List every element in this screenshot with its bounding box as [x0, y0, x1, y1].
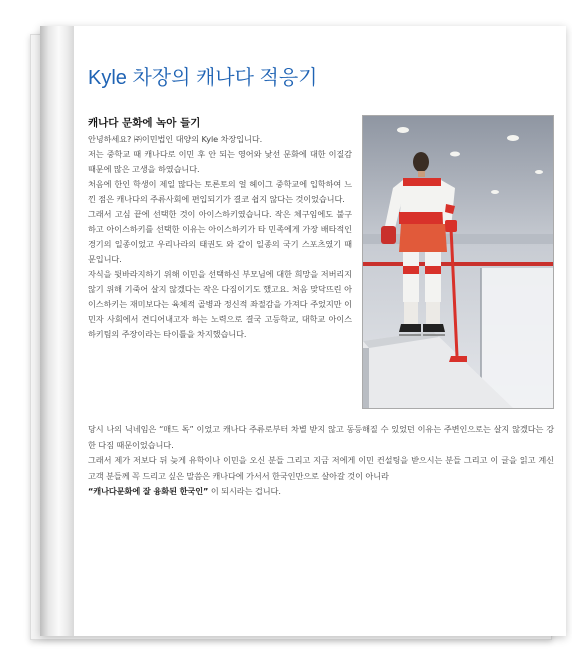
paragraph-school: 처음에 한인 학생이 제일 많다는 토론토의 얼 헤이그 중학교에 입학하여 느낀 점은 캐나다의 주류사회에 편입되기가 결코 쉽지 않다는 것이었습니다.: [88, 179, 352, 204]
magazine-page: [40, 26, 566, 636]
article-closing: [88, 422, 554, 500]
paragraph-nickname: 당시 나의 닉네임은 “매드 독” 이었고 캐나다 주류로부터 차별 받지 않고 동등해질 수 있었던 이유는 주변인으로는 살지 않겠다는 강한 다짐 때문이었습니다.: [88, 424, 554, 450]
article-title: Kyle 차장의 캐나다 적응기: [88, 67, 318, 89]
advice-ending: 이 되시라는 겁니다.: [208, 486, 281, 496]
paragraph-immigration: 저는 중학교 때 캐나다로 이민 후 안 되는 영어와 낯선 문화에 대한 이질감 때문에 많은 고생을 하였습니다.: [88, 149, 352, 174]
paragraph-hockey-choice: 그래서 고심 끝에 선택한 것이 아이스하키였습니다. 작은 체구임에도 불구하고 아이스하키를 선택한 이유는 아이스하키가 타 민족에게 가장 배타적인 경기의 일종이었고 우리나라의 태권도 와 같이 일종의 국기 스포츠였기 때문입니다.: [88, 209, 352, 264]
paragraph-advice: [88, 453, 554, 500]
advice-text: 그래서 제가 저보다 뒤 늦게 유학이나 이민을 오신 분들 그리고 지금 저에게 이민 컨설팅을 받으시는 분들 그리고 이 글을 읽고 계신 고객 분들께 꼭 드리고 싶은 말씀은 캐나다에 가서서 한국인만으로 살아갈 것이 아니라: [88, 455, 554, 481]
paragraph-greeting: 안녕하세요? ㈜이민법인 대양의 Kyle 차장입니다.: [88, 134, 263, 144]
page-spine: [40, 26, 74, 636]
section-heading: 캐나다 문화에 녹아 들기: [88, 117, 201, 129]
article: [88, 26, 554, 636]
article-section: [88, 115, 352, 342]
paragraph-captain: 자식을 뒷바라지하기 위해 이민을 선택하신 부모님에 대한 희망을 저버리지 않기 위해 기죽어 살지 않겠다는 작은 다짐이기도 했고요. 처음 맞닥뜨린 아이스하키는 재미보다는 육체적 골병과 정신적 좌절감을 가져다 주었지만 이민자 사회에서 견디어내고자 하는 노력으로 결국 고등학교, 대학교 아이스하키팀의 주장이라는 타이틀을 차지했습니다.: [88, 269, 352, 339]
advice-quote: “캐나다문화에 잘 융화된 한국인”: [88, 486, 209, 496]
hockey-player-photo: [362, 115, 554, 409]
